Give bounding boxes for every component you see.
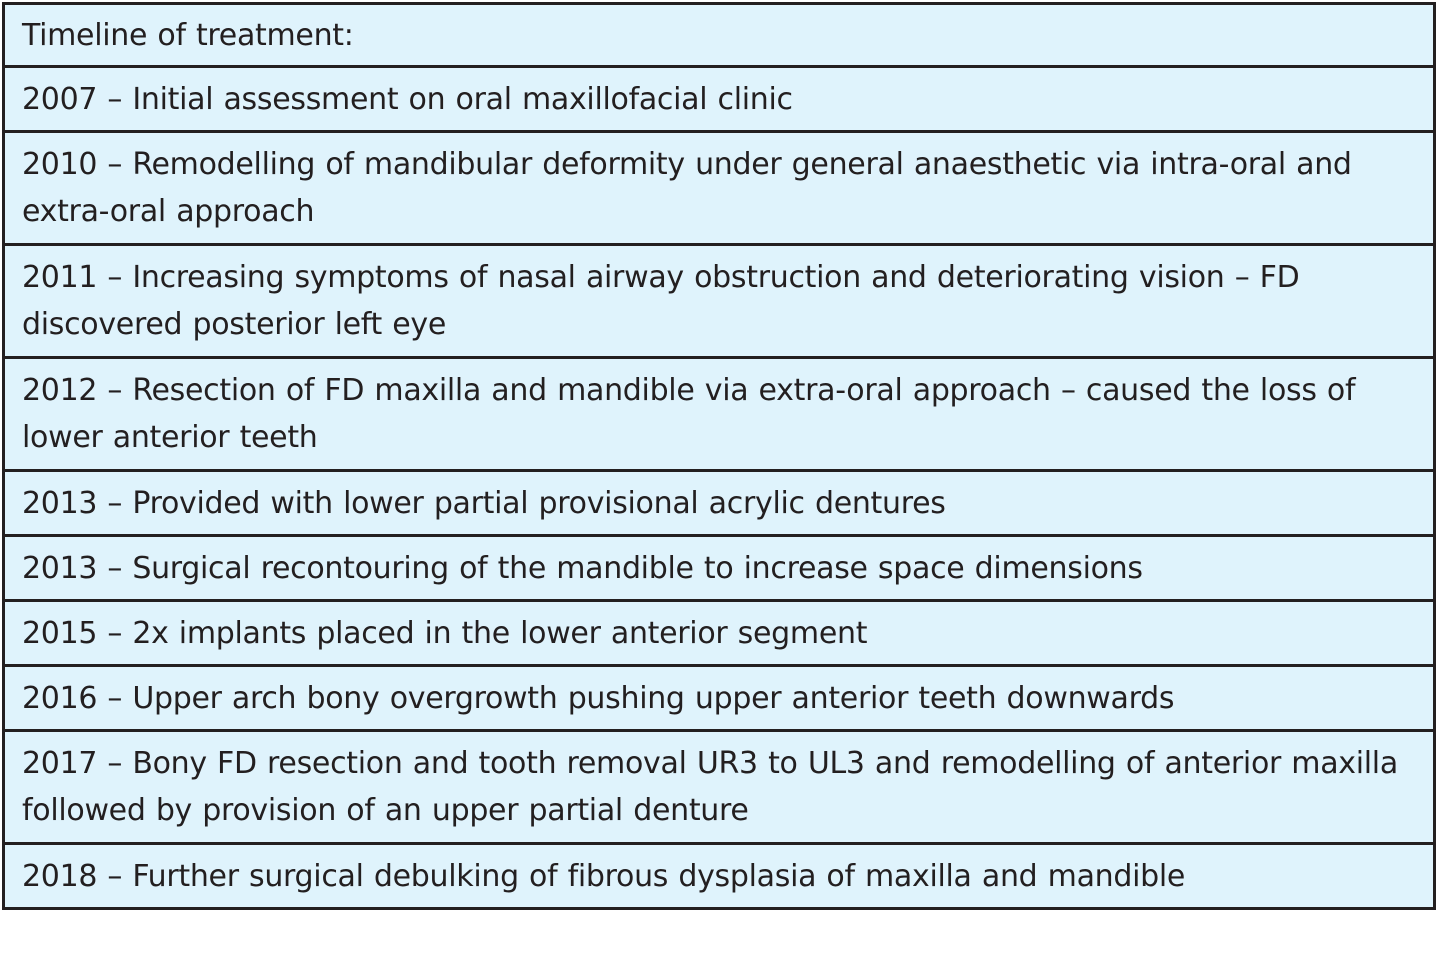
table-row	[4, 666, 1435, 731]
table-cell: 2016 – Upper arch bony overgrowth pushing upper anterior teeth downwards	[4, 666, 1435, 731]
table-cell: 2010 – Remodelling of mandibular deformity under general anaesthetic via intra-oral and extra-oral approach	[4, 132, 1435, 245]
table-row	[4, 132, 1435, 245]
table-row	[4, 844, 1435, 909]
table-row	[4, 471, 1435, 536]
table-cell: 2015 – 2x implants placed in the lower anterior segment	[4, 601, 1435, 666]
table-header: Timeline of treatment:	[4, 4, 1435, 67]
table-cell: 2013 – Surgical recontouring of the mandible to increase space dimensions	[4, 536, 1435, 601]
table-cell: 2011 – Increasing symptoms of nasal airway obstruction and deteriorating vision – FD discovered posterior left eye	[4, 245, 1435, 358]
table-row	[4, 731, 1435, 844]
table-cell: 2012 – Resection of FD maxilla and mandible via extra-oral approach – caused the loss of lower anterior teeth	[4, 358, 1435, 471]
table-row	[4, 245, 1435, 358]
table-row	[4, 536, 1435, 601]
table-cell: 2018 – Further surgical debulking of fibrous dysplasia of maxilla and mandible	[4, 844, 1435, 909]
table-cell: 2007 – Initial assessment on oral maxillofacial clinic	[4, 67, 1435, 132]
table-row	[4, 601, 1435, 666]
table-header-row	[4, 4, 1435, 67]
timeline-table	[2, 2, 1436, 910]
table-row	[4, 358, 1435, 471]
table-cell: 2017 – Bony FD resection and tooth removal UR3 to UL3 and remodelling of anterior maxilla followed by provision of an upper partial denture	[4, 731, 1435, 844]
table-cell: 2013 – Provided with lower partial provisional acrylic dentures	[4, 471, 1435, 536]
table-row	[4, 67, 1435, 132]
